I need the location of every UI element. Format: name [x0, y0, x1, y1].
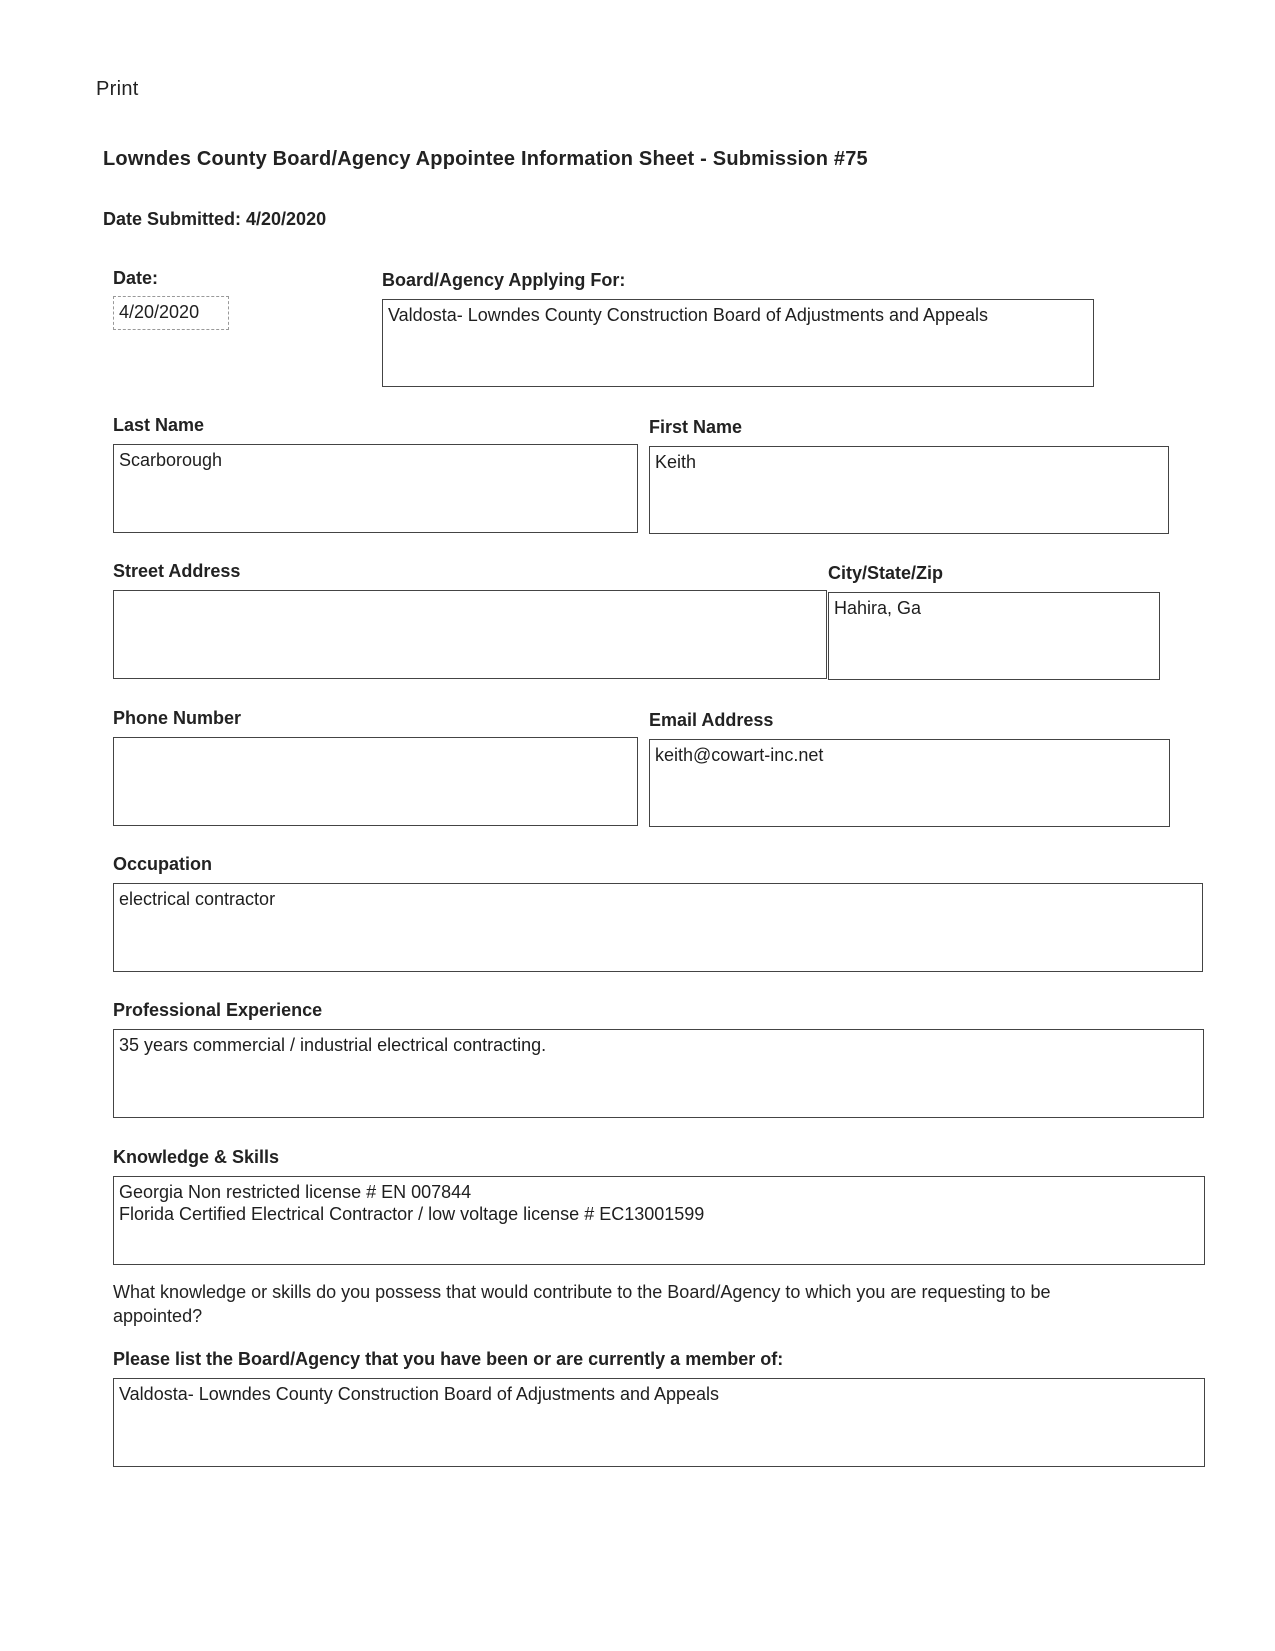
phone-number-label: Phone Number: [113, 708, 242, 728]
print-link[interactable]: Print: [96, 78, 139, 100]
phone-number-field[interactable]: [113, 737, 638, 826]
occupation-label: Occupation: [113, 854, 213, 874]
street-address-label: Street Address: [113, 561, 241, 581]
city-state-zip-label: City/State/Zip: [828, 563, 944, 583]
board-applying-label: Board/Agency Applying For:: [382, 270, 626, 290]
professional-experience-label: Professional Experience: [113, 1000, 323, 1020]
knowledge-skills-label: Knowledge & Skills: [113, 1147, 280, 1167]
occupation-field[interactable]: electrical contractor: [113, 883, 1203, 972]
professional-experience-field[interactable]: 35 years commercial / industrial electrical contracting.: [113, 1029, 1204, 1118]
date-label: Date:: [113, 268, 159, 288]
member-of-field[interactable]: Valdosta- Lowndes County Construction Board of Adjustments and Appeals: [113, 1378, 1205, 1467]
knowledge-skills-field[interactable]: Georgia Non restricted license # EN 007844 Florida Certified Electrical Contractor / low voltage license # EC13001599: [113, 1176, 1205, 1265]
first-name-label: First Name: [649, 417, 743, 437]
street-address-field[interactable]: [113, 590, 827, 679]
board-applying-field[interactable]: Valdosta- Lowndes County Construction Board of Adjustments and Appeals: [382, 299, 1094, 387]
date-submitted: Date Submitted: 4/20/2020: [103, 209, 327, 229]
first-name-field[interactable]: Keith: [649, 446, 1169, 534]
page-title: Lowndes County Board/Agency Appointee Information Sheet - Submission #75: [103, 148, 868, 170]
knowledge-skills-helper: What knowledge or skills do you possess that would contribute to the Board/Agency to which you are requesting to be appointed?: [113, 1282, 1051, 1326]
email-address-field[interactable]: keith@cowart-inc.net: [649, 739, 1170, 827]
city-state-zip-field[interactable]: Hahira, Ga: [828, 592, 1160, 680]
last-name-field[interactable]: Scarborough: [113, 444, 638, 533]
last-name-label: Last Name: [113, 415, 205, 435]
email-address-label: Email Address: [649, 710, 774, 730]
date-field[interactable]: 4/20/2020: [113, 296, 229, 330]
member-of-label: Please list the Board/Agency that you have been or are currently a member of:: [113, 1349, 784, 1369]
